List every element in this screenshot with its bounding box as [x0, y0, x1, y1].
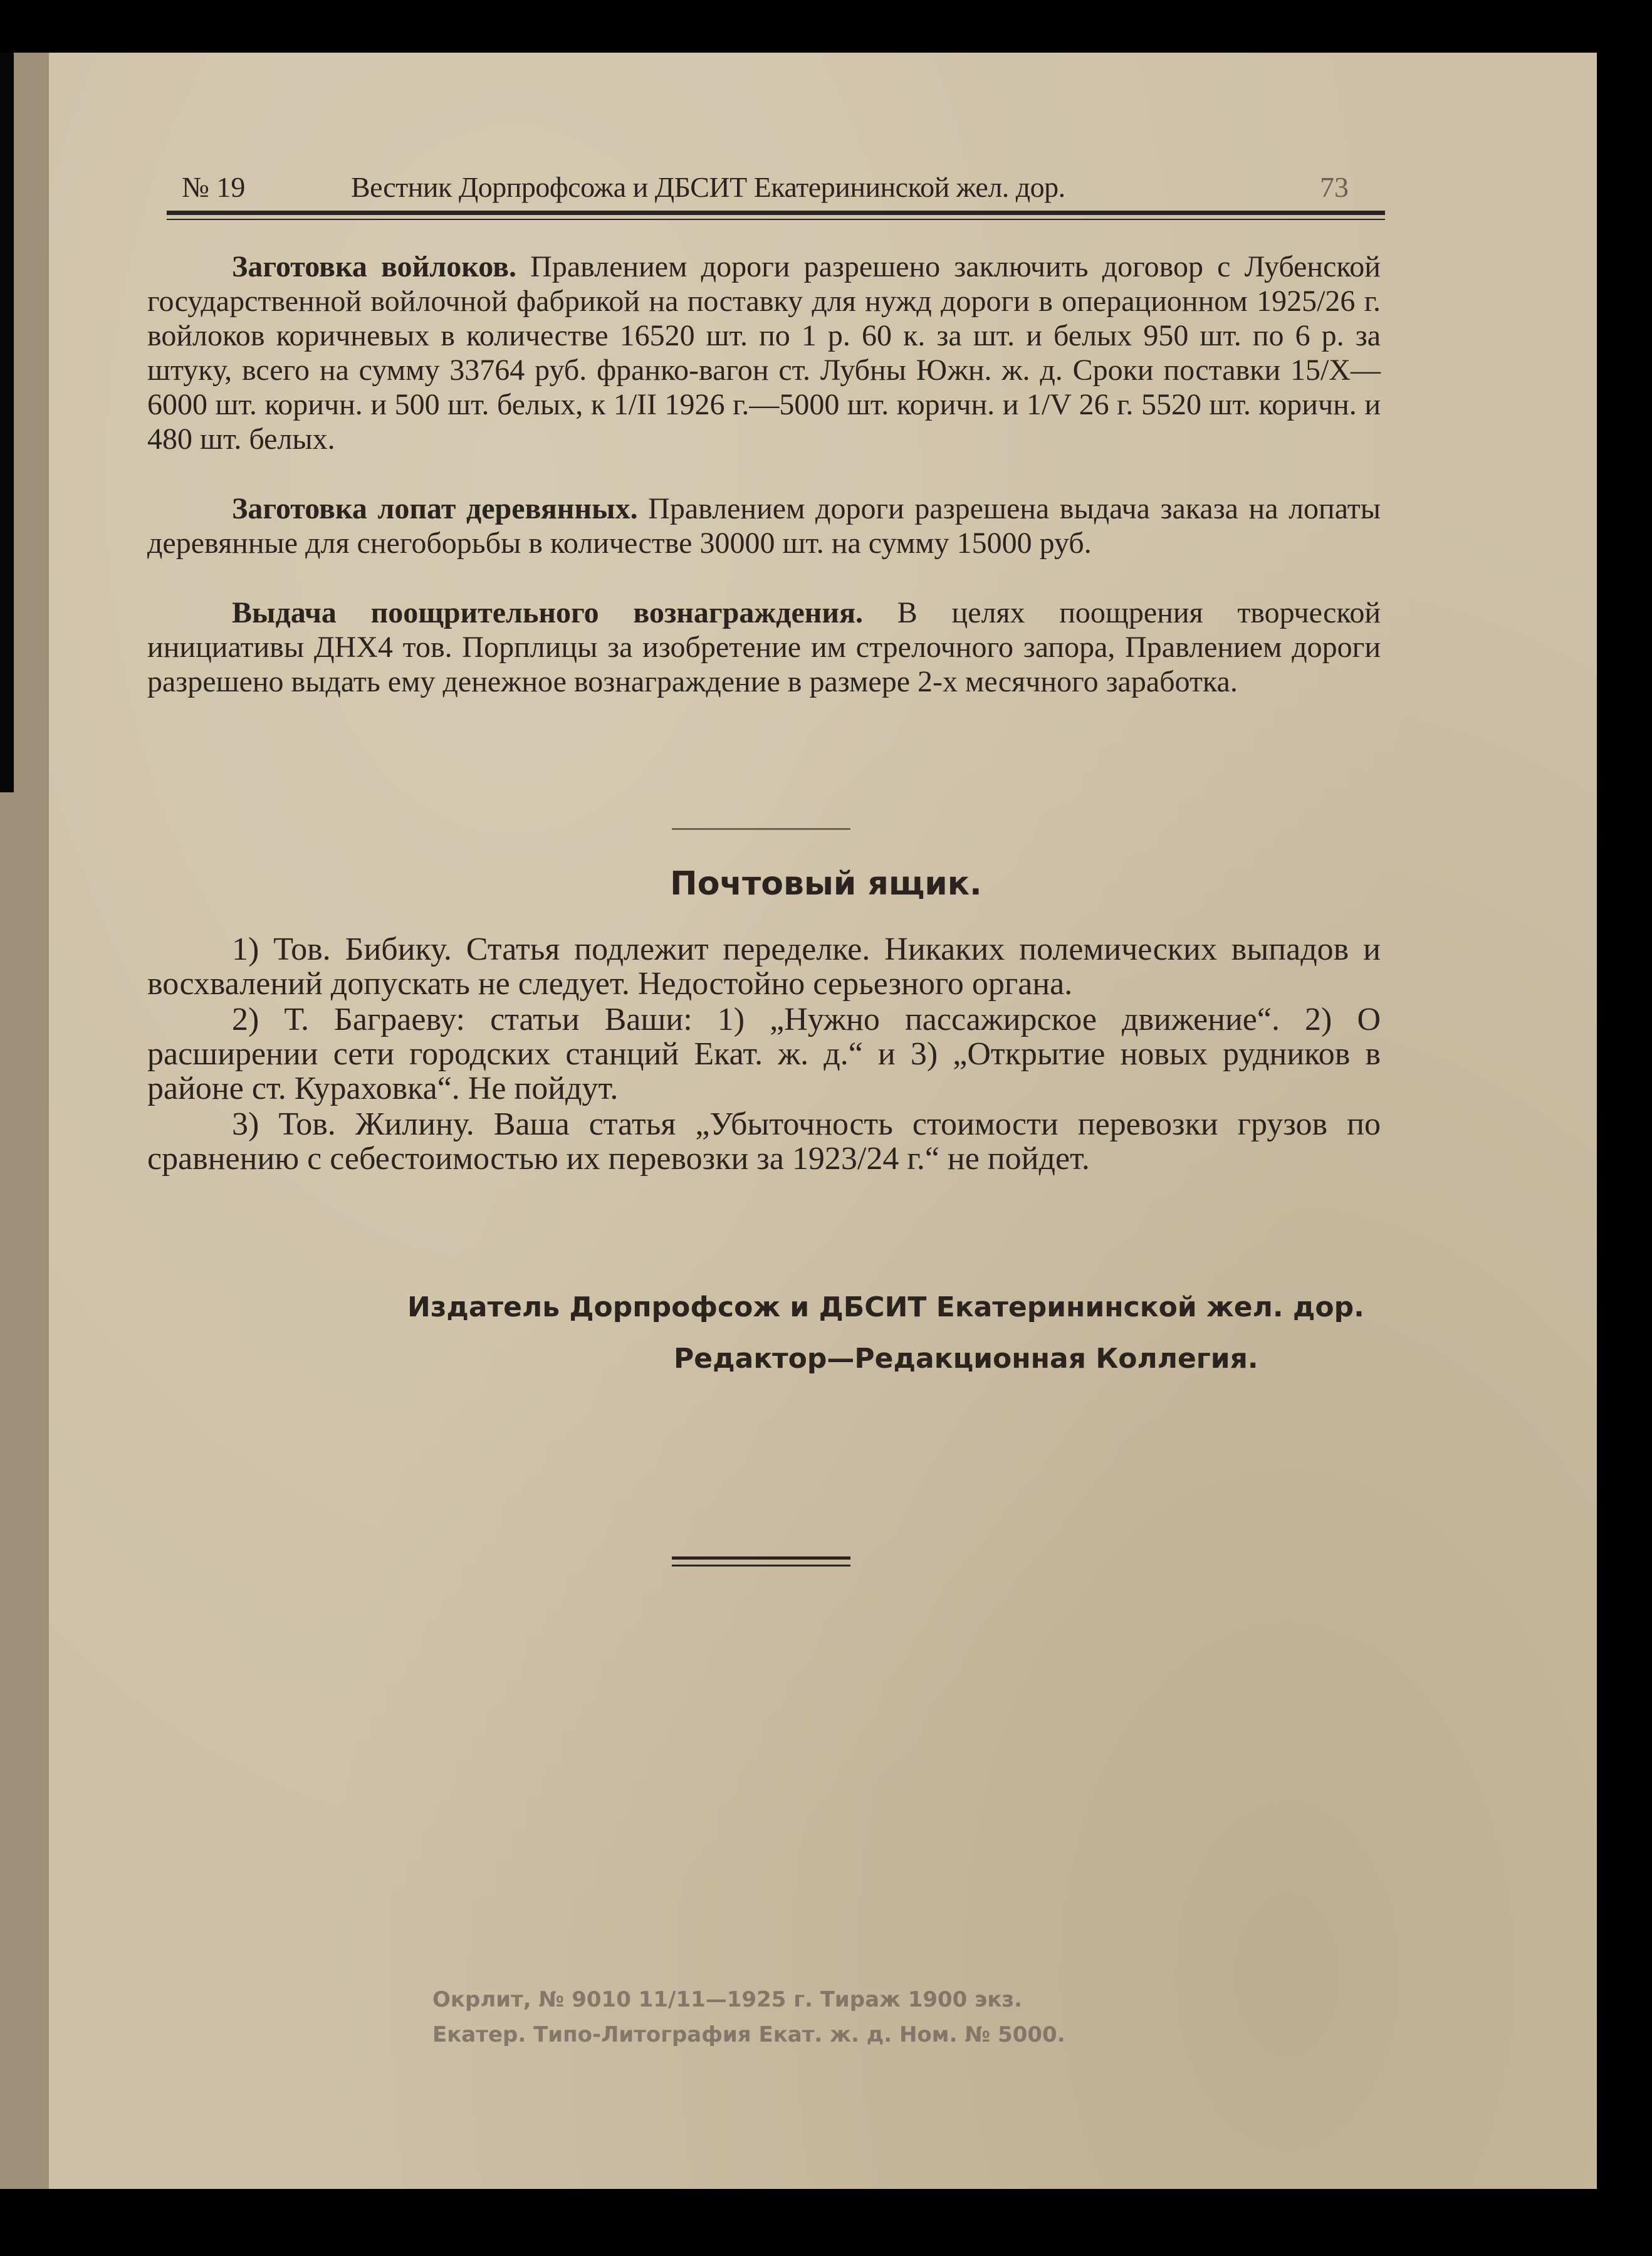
article-body	[147, 249, 1381, 734]
paragraph-text: Правлением дороги разрешена выдача заказа на лопаты деревянные для снегоборьбы в количестве 30000 шт. на сумму 15000 руб.	[147, 492, 1381, 560]
paragraph-text: В целях поощрения творческой инициативы ДНХ4 тов. Порплицы за изобретение им стрелочного запора, Правлением дороги разрешено выдать ему денежное вознаграждение в размере 2-х месячного заработка.	[147, 596, 1381, 698]
paragraph-heading: Выдача поощрительного вознаграждения.	[232, 596, 864, 629]
page-number: 73	[1320, 171, 1349, 203]
end-rule	[672, 1565, 850, 1566]
printer-imprint	[432, 1982, 1122, 2052]
paragraph-heading: Заготовка лопат деревянных.	[232, 492, 638, 525]
running-header	[182, 171, 1383, 211]
paragraph-reward	[147, 595, 1381, 699]
letter-item: 1) Тов. Бибику. Статья подлежит переделке. Никаких полемических выпадов и восхвалений допускать не следует. Недостойно серьезного органа.	[147, 931, 1381, 1002]
binding-shadow	[0, 53, 14, 792]
header-rule-thin	[167, 219, 1385, 220]
end-rule	[672, 1556, 850, 1560]
journal-title: Вестник Дорпрофсожа и ДБСИТ Екатерининской жел. дор.	[351, 171, 1065, 203]
letter-item: 3) Тов. Жилину. Ваша статья „Убыточность стоимости перевозки грузов по сравнению с себестоимостью их перевозки за 1923/24 г.“ не пойдет.	[147, 1106, 1381, 1177]
publisher-line: Издатель Дорпрофсож и ДБСИТ Екатерининской жел. дор.	[407, 1291, 1364, 1323]
paragraph-felt	[147, 249, 1381, 456]
imprint-line: Екатер. Типо-Литография Екат. ж. д. Ном. № 5000.	[432, 2022, 1065, 2047]
editor-line: Редактор—Редакционная Коллегия.	[674, 1343, 1258, 1375]
mailbox-letters	[147, 932, 1381, 1177]
section-divider	[672, 828, 850, 830]
mailbox-title: Почтовый ящик.	[670, 865, 982, 903]
paragraph-heading: Заготовка войлоков.	[232, 250, 516, 283]
imprint-line: Окрлит, № 9010 11/11—1925 г. Тираж 1900 экз.	[432, 1987, 1023, 2012]
issue-number: № 19	[182, 171, 246, 203]
header-rule-thick	[167, 211, 1385, 215]
paragraph-shovels	[147, 491, 1381, 560]
paragraph-text: Правлением дороги разрешено заключить договор с Лубенской государственной войлочной фабрикой на поставку для нужд дороги в операционном 1925/26 г. войлоков коричневых в количестве 16520 шт. по 1 р. 60 к. за шт. и белых 950 шт. по 6 р. за штуку, всего на сумму 33764 руб. франко-вагон ст. Лубны Южн. ж. д. Сроки поставки 15/X—6000 шт. коричн. и 500 шт. белых, к 1/II 1926 г.—5000 шт. коричн. и 1/V 26 г. 5520 шт. коричн. и 480 шт. белых.	[147, 250, 1381, 456]
letter-item: 2) Т. Баграеву: статьи Ваши: 1) „Нужно пассажирское движение“. 2) О расширении сети городских станций Екат. ж. д.“ и 3) „Открытие новых рудников в районе ст. Кураховка“. Не пойдут.	[147, 1002, 1381, 1106]
